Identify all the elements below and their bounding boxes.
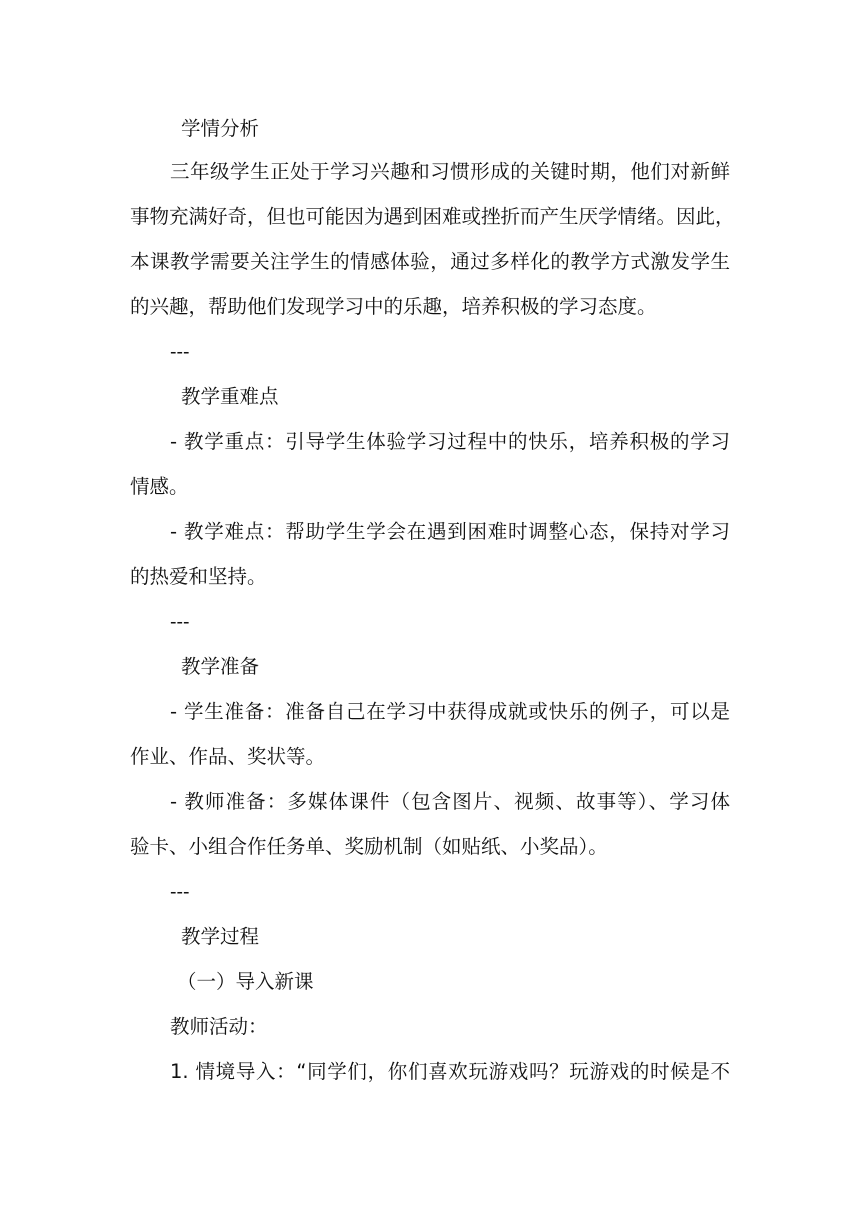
- separator-2: ---: [170, 611, 190, 633]
- preparation-2-line-2: 验卡、小组合作任务单、奖励机制（如贴纸、小奖品）。: [130, 835, 608, 858]
- heading-process: 教学过程: [181, 925, 260, 948]
- preparation-1-line-1: - 学生准备：准备自己在学习中获得成就或快乐的例子，可以是: [170, 700, 730, 723]
- process-step-1-line: 1. 情境导入：“同学们，你们喜欢玩游戏吗？玩游戏的时候是不: [170, 1060, 730, 1083]
- heading-analysis: 学情分析: [181, 117, 260, 140]
- separator-1: ---: [170, 341, 190, 363]
- subheading-intro: （一）导入新课: [177, 970, 314, 993]
- key-point-1-line-1: - 教学重点：引导学生体验学习过程中的快乐，培养积极的学习: [170, 430, 730, 453]
- analysis-line-2: 事物充满好奇，但也可能因为遇到困难或挫折而产生厌学情绪。因此，: [130, 205, 735, 228]
- teacher-activity-label: 教师活动：: [170, 1015, 268, 1038]
- preparation-2-line-1: - 教师准备：多媒体课件（包含图片、视频、故事等）、学习体: [170, 790, 730, 813]
- heading-preparation: 教学准备: [181, 655, 260, 678]
- heading-key-points: 教学重难点: [181, 385, 279, 408]
- analysis-line-4: 的兴趣，帮助他们发现学习中的乐趣，培养积极的学习态度。: [130, 295, 657, 318]
- preparation-1-line-2: 作业、作品、奖状等。: [130, 745, 326, 768]
- analysis-line-3: 本课教学需要关注学生的情感体验，通过多样化的教学方式激发学生: [130, 250, 730, 273]
- separator-3: ---: [170, 881, 190, 903]
- key-point-2-line-1: - 教学难点：帮助学生学会在遇到困难时调整心态，保持对学习: [170, 520, 730, 543]
- key-point-1-line-2: 情感。: [130, 475, 189, 498]
- key-point-2-line-2: 的热爱和坚持。: [130, 565, 267, 588]
- analysis-line-1: 三年级学生正处于学习兴趣和习惯形成的关键时期，他们对新鲜: [170, 160, 730, 183]
